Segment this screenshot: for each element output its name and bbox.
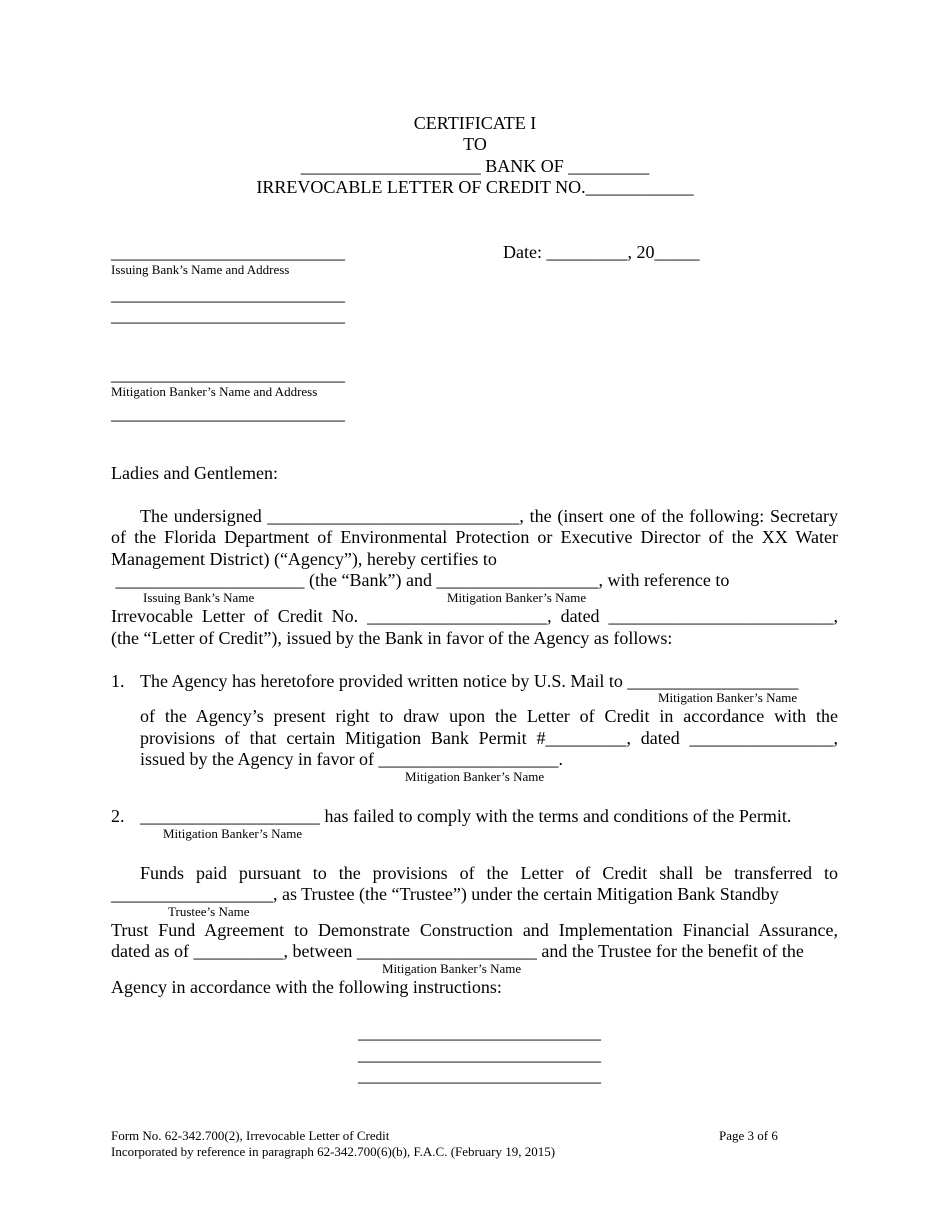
instruction-blank-1: ___________________________ <box>358 1022 601 1042</box>
item-1-line-2: of the Agency’s present right to draw upon the Letter of Credit in accordance with the <box>140 706 838 726</box>
issuing-bank-blank: __________________________ <box>111 242 345 262</box>
intro-line-5: Irrevocable Letter of Credit No. ____________________, dated _________________________, <box>111 606 838 626</box>
item-2-number: 2. <box>111 806 125 826</box>
funds-line-1: Funds paid pursuant to the provisions of the Letter of Credit shall be transferred to <box>140 863 838 883</box>
letter-of-credit-no-line: IRREVOCABLE LETTER OF CREDIT NO.____________ <box>256 177 694 197</box>
mitigation-banker-address-blank: __________________________ <box>111 403 345 423</box>
intro-line-1: The undersigned ____________________________, the (insert one of the following: Secretary <box>140 506 838 526</box>
issuing-bank-address-blank-1: __________________________ <box>111 284 345 304</box>
item-1-banker-label-2: Mitigation Banker’s Name <box>405 769 545 784</box>
intro-line-6: (the “Letter of Credit”), issued by the Bank in favor of the Agency as follows: <box>111 628 673 648</box>
funds-line-4: dated as of __________, between ____________________ and the Trustee for the benefit of the <box>111 941 804 961</box>
trustee-name-label: Trustee’s Name <box>168 904 250 919</box>
footer-form-number: Form No. 62-342.700(2), Irrevocable Letter of Credit <box>111 1128 390 1143</box>
intro-line-4: _____________________ (the “Bank”) and __________________, with reference to <box>111 570 730 590</box>
item-1-line-3: provisions of that certain Mitigation Bank Permit #_________, dated ________________, <box>140 728 838 748</box>
mitigation-banker-name-label: Mitigation Banker’s Name <box>447 590 587 605</box>
item-2-line-1: ____________________ has failed to comply with the terms and conditions of the Permit. <box>140 806 792 826</box>
intro-line-3: Management District) (“Agency”), hereby certifies to <box>111 549 497 569</box>
salutation: Ladies and Gentlemen: <box>111 463 278 483</box>
funds-line-5: Agency in accordance with the following instructions: <box>111 977 502 997</box>
instruction-blank-3: ___________________________ <box>358 1065 601 1085</box>
item-2-banker-label: Mitigation Banker’s Name <box>163 826 303 841</box>
item-1-banker-label: Mitigation Banker’s Name <box>658 690 798 705</box>
item-1-number: 1. <box>111 671 125 691</box>
mitigation-banker-blank: __________________________ <box>111 364 345 384</box>
footer-incorporated: Incorporated by reference in paragraph 62-342.700(6)(b), F.A.C. (February 19, 2015) <box>111 1144 556 1159</box>
certificate-to: TO <box>463 134 487 154</box>
item-1-line-4: issued by the Agency in favor of ____________________. <box>140 749 563 769</box>
bank-of-line: ____________________ BANK OF _________ <box>300 156 650 176</box>
footer-page-number: Page 3 of 6 <box>719 1128 778 1143</box>
certificate-title: CERTIFICATE I <box>413 113 537 133</box>
issuing-bank-address-blank-2: __________________________ <box>111 305 345 325</box>
issuing-bank-name-label: Issuing Bank’s Name <box>143 590 255 605</box>
mitigation-banker-label: Mitigation Banker’s Name and Address <box>111 384 318 399</box>
issuing-bank-label: Issuing Bank’s Name and Address <box>111 262 290 277</box>
funds-line-2: __________________, as Trustee (the “Trustee”) under the certain Mitigation Bank Standby <box>111 884 779 904</box>
funds-banker-label: Mitigation Banker’s Name <box>382 961 522 976</box>
instruction-blank-2: ___________________________ <box>358 1044 601 1064</box>
funds-line-3: Trust Fund Agreement to Demonstrate Construction and Implementation Financial Assurance, <box>111 920 838 940</box>
date-line: Date: _________, 20_____ <box>503 242 700 262</box>
intro-line-2: of the Florida Department of Environmental Protection or Executive Director of the XX Water <box>111 527 838 547</box>
item-1-line-1: The Agency has heretofore provided written notice by U.S. Mail to ___________________ <box>140 671 799 691</box>
